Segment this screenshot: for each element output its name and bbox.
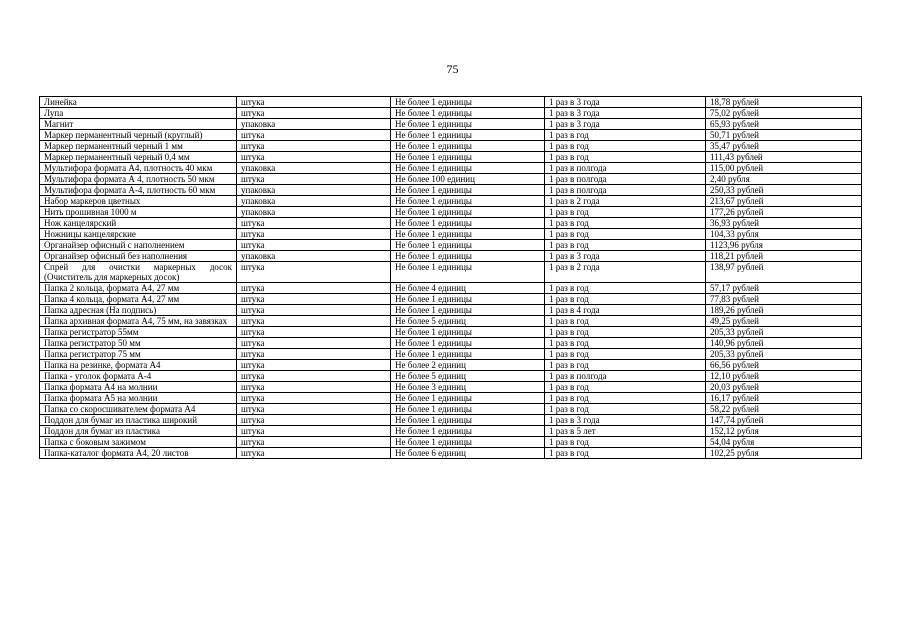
frequency-cell: 1 раз в 5 лет — [545, 426, 706, 437]
item-name-cell: Мультифора формата А 4, плотность 50 мкм — [40, 174, 237, 185]
quantity-cell: Не более 1 единицы — [391, 119, 545, 130]
frequency-cell: 1 раз в год — [545, 141, 706, 152]
unit-cell: штука — [237, 415, 391, 426]
item-name-cell: Папка-каталог формата А4, 20 листов — [40, 448, 237, 459]
price-cell: 12,10 рублей — [706, 371, 862, 382]
quantity-cell: Не более 5 единиц — [391, 316, 545, 327]
quantity-cell: Не более 1 единицы — [391, 327, 545, 338]
frequency-cell: 1 раз в 2 года — [545, 262, 706, 283]
quantity-cell: Не более 1 единицы — [391, 240, 545, 251]
frequency-cell: 1 раз в год — [545, 437, 706, 448]
table-row — [40, 185, 862, 196]
unit-cell: упаковка — [237, 196, 391, 207]
price-cell: 205,33 рублей — [706, 327, 862, 338]
quantity-cell: Не более 4 единиц — [391, 283, 545, 294]
table-row — [40, 426, 862, 437]
frequency-cell: 1 раз в год — [545, 152, 706, 163]
table-row — [40, 251, 862, 262]
price-cell: 49,25 рублей — [706, 316, 862, 327]
item-name-cell: Папка архивная формата А4, 75 мм, на завязках — [40, 316, 237, 327]
item-name-cell: Поддон для бумаг из пластика широкий — [40, 415, 237, 426]
item-name-cell: Папка с боковым зажимом — [40, 437, 237, 448]
frequency-cell: 1 раз в 3 года — [545, 251, 706, 262]
frequency-cell: 1 раз в год — [545, 229, 706, 240]
table-row — [40, 338, 862, 349]
unit-cell: штука — [237, 349, 391, 360]
item-name-cell: Ножницы канцелярские — [40, 229, 237, 240]
unit-cell: штука — [237, 283, 391, 294]
item-name-cell: Мультифора формата А-4, плотность 60 мкм — [40, 185, 237, 196]
table-row — [40, 152, 862, 163]
frequency-cell: 1 раз в 2 года — [545, 196, 706, 207]
price-cell: 140,96 рублей — [706, 338, 862, 349]
item-name-cell: Маркер перманентный черный 0,4 мм — [40, 152, 237, 163]
unit-cell: штука — [237, 327, 391, 338]
table-row — [40, 196, 862, 207]
table-row — [40, 283, 862, 294]
frequency-cell: 1 раз в год — [545, 404, 706, 415]
item-name-cell: Нож канцелярский — [40, 218, 237, 229]
price-cell: 111,43 рублей — [706, 152, 862, 163]
unit-cell: штука — [237, 294, 391, 305]
table-row — [40, 371, 862, 382]
price-cell: 57,17 рублей — [706, 283, 862, 294]
frequency-cell: 1 раз в год — [545, 349, 706, 360]
item-name-cell: Папка формата А4 на молнии — [40, 382, 237, 393]
price-cell: 205,33 рублей — [706, 349, 862, 360]
frequency-cell: 1 раз в полгода — [545, 185, 706, 196]
item-name-cell: Маркер перманентный черный (круглый) — [40, 130, 237, 141]
unit-cell: штука — [237, 174, 391, 185]
price-cell: 2,40 рубля — [706, 174, 862, 185]
table-row — [40, 108, 862, 119]
unit-cell: упаковка — [237, 119, 391, 130]
unit-cell: штука — [237, 229, 391, 240]
item-name-cell: Папка регистратор 50 мм — [40, 338, 237, 349]
unit-cell: штука — [237, 108, 391, 119]
unit-cell: штука — [237, 97, 391, 108]
table-body — [40, 97, 862, 459]
quantity-cell: Не более 1 единицы — [391, 163, 545, 174]
unit-cell: штука — [237, 240, 391, 251]
frequency-cell: 1 раз в 3 года — [545, 108, 706, 119]
table-row — [40, 393, 862, 404]
quantity-cell: Не более 1 единицы — [391, 426, 545, 437]
table-row — [40, 130, 862, 141]
item-name-cell: Магнит — [40, 119, 237, 130]
item-name-cell: Нить прошивная 1000 м — [40, 207, 237, 218]
quantity-cell: Не более 1 единицы — [391, 294, 545, 305]
price-cell: 65,93 рублей — [706, 119, 862, 130]
frequency-cell: 1 раз в год — [545, 207, 706, 218]
supplies-table — [39, 96, 862, 459]
unit-cell: упаковка — [237, 163, 391, 174]
item-name-cell: Папка на резинке, формата А4 — [40, 360, 237, 371]
frequency-cell: 1 раз в год — [545, 327, 706, 338]
unit-cell: штука — [237, 448, 391, 459]
quantity-cell: Не более 1 единицы — [391, 229, 545, 240]
item-name-cell: Папка регистратор 55мм — [40, 327, 237, 338]
price-cell: 102,25 рубля — [706, 448, 862, 459]
frequency-cell: 1 раз в полгода — [545, 163, 706, 174]
table-row — [40, 174, 862, 185]
quantity-cell: Не более 2 единиц — [391, 360, 545, 371]
unit-cell: упаковка — [237, 185, 391, 196]
item-name-cell: Набор маркеров цветных — [40, 196, 237, 207]
unit-cell: штука — [237, 305, 391, 316]
price-cell: 35,47 рублей — [706, 141, 862, 152]
price-cell: 189,26 рублей — [706, 305, 862, 316]
quantity-cell: Не более 1 единицы — [391, 305, 545, 316]
frequency-cell: 1 раз в год — [545, 448, 706, 459]
price-cell: 147,74 рублей — [706, 415, 862, 426]
table-row — [40, 294, 862, 305]
unit-cell: штука — [237, 371, 391, 382]
price-cell: 54,04 рубля — [706, 437, 862, 448]
quantity-cell: Не более 1 единицы — [391, 152, 545, 163]
table-row — [40, 448, 862, 459]
item-name-cell: Поддон для бумаг из пластика — [40, 426, 237, 437]
price-cell: 36,93 рублей — [706, 218, 862, 229]
unit-cell: штука — [237, 316, 391, 327]
quantity-cell: Не более 5 единиц — [391, 371, 545, 382]
unit-cell: упаковка — [237, 207, 391, 218]
price-cell: 58,22 рублей — [706, 404, 862, 415]
quantity-cell: Не более 1 единицы — [391, 108, 545, 119]
table-row — [40, 327, 862, 338]
quantity-cell: Не более 100 единиц — [391, 174, 545, 185]
item-name-cell: Папка регистратор 75 мм — [40, 349, 237, 360]
unit-cell: штука — [237, 382, 391, 393]
price-cell: 16,17 рублей — [706, 393, 862, 404]
unit-cell: штука — [237, 404, 391, 415]
price-cell: 75,02 рублей — [706, 108, 862, 119]
price-cell: 213,67 рублей — [706, 196, 862, 207]
table-row — [40, 240, 862, 251]
frequency-cell: 1 раз в год — [545, 283, 706, 294]
table-row — [40, 305, 862, 316]
price-cell: 115,00 рублей — [706, 163, 862, 174]
item-name-cell: Линейка — [40, 97, 237, 108]
item-name-cell: Органайзер офисный с наполнением — [40, 240, 237, 251]
unit-cell: штука — [237, 262, 391, 283]
price-cell: 50,71 рублей — [706, 130, 862, 141]
page-number: 75 — [446, 62, 459, 76]
item-name-cell: Папка 4 кольца, формата А4, 27 мм — [40, 294, 237, 305]
item-name-cell: Папка 2 кольца, формата А4, 27 мм — [40, 283, 237, 294]
table-row — [40, 382, 862, 393]
frequency-cell: 1 раз в полгода — [545, 174, 706, 185]
quantity-cell: Не более 1 единицы — [391, 141, 545, 152]
frequency-cell: 1 раз в полгода — [545, 371, 706, 382]
frequency-cell: 1 раз в год — [545, 316, 706, 327]
price-cell: 177,26 рублей — [706, 207, 862, 218]
item-name-cell: Спрей для очистки маркерных досок (Очиститель для маркерных досок) — [40, 262, 237, 283]
frequency-cell: 1 раз в 3 года — [545, 415, 706, 426]
quantity-cell: Не более 3 единиц — [391, 382, 545, 393]
quantity-cell: Не более 1 единицы — [391, 196, 545, 207]
table-row — [40, 218, 862, 229]
quantity-cell: Не более 1 единицы — [391, 437, 545, 448]
quantity-cell: Не более 1 единицы — [391, 349, 545, 360]
price-cell: 250,33 рублей — [706, 185, 862, 196]
item-name-cell: Папка - уголок формата А-4 — [40, 371, 237, 382]
table-row — [40, 404, 862, 415]
table-row — [40, 229, 862, 240]
item-name-cell: Маркер перманентный черный 1 мм — [40, 141, 237, 152]
item-name-cell: Лупа — [40, 108, 237, 119]
table-row — [40, 349, 862, 360]
table-row — [40, 415, 862, 426]
item-name-cell: Мультифора формата А4, плотность 40 мкм — [40, 163, 237, 174]
table-row — [40, 262, 862, 283]
price-cell: 77,83 рублей — [706, 294, 862, 305]
item-name-cell: Органайзер офисный без наполнения — [40, 251, 237, 262]
price-cell: 1123,96 рубля — [706, 240, 862, 251]
price-cell: 20,03 рублей — [706, 382, 862, 393]
unit-cell: штука — [237, 218, 391, 229]
frequency-cell: 1 раз в год — [545, 382, 706, 393]
quantity-cell: Не более 6 единиц — [391, 448, 545, 459]
frequency-cell: 1 раз в 3 года — [545, 97, 706, 108]
quantity-cell: Не более 1 единицы — [391, 262, 545, 283]
unit-cell: упаковка — [237, 251, 391, 262]
unit-cell: штука — [237, 437, 391, 448]
price-cell: 138,97 рублей — [706, 262, 862, 283]
table-row — [40, 97, 862, 108]
quantity-cell: Не более 1 единицы — [391, 251, 545, 262]
quantity-cell: Не более 1 единицы — [391, 415, 545, 426]
quantity-cell: Не более 1 единицы — [391, 97, 545, 108]
table-row — [40, 119, 862, 130]
quantity-cell: Не более 1 единицы — [391, 130, 545, 141]
quantity-cell: Не более 1 единицы — [391, 207, 545, 218]
frequency-cell: 1 раз в год — [545, 338, 706, 349]
unit-cell: штука — [237, 360, 391, 371]
quantity-cell: Не более 1 единицы — [391, 218, 545, 229]
frequency-cell: 1 раз в год — [545, 218, 706, 229]
unit-cell: штука — [237, 152, 391, 163]
frequency-cell: 1 раз в год — [545, 294, 706, 305]
item-name-cell: Папка со скоросшивателем формата А4 — [40, 404, 237, 415]
item-name-cell: Папка формата А5 на молнии — [40, 393, 237, 404]
table-row — [40, 437, 862, 448]
price-cell: 118,21 рублей — [706, 251, 862, 262]
table-row — [40, 163, 862, 174]
unit-cell: штука — [237, 130, 391, 141]
frequency-cell: 1 раз в год — [545, 360, 706, 371]
frequency-cell: 1 раз в 4 года — [545, 305, 706, 316]
price-cell: 152,12 рубля — [706, 426, 862, 437]
unit-cell: штука — [237, 338, 391, 349]
item-name-cell: Папка адресная (На подпись) — [40, 305, 237, 316]
unit-cell: штука — [237, 141, 391, 152]
quantity-cell: Не более 1 единицы — [391, 393, 545, 404]
frequency-cell: 1 раз в год — [545, 240, 706, 251]
quantity-cell: Не более 1 единицы — [391, 404, 545, 415]
unit-cell: штука — [237, 393, 391, 404]
quantity-cell: Не более 1 единицы — [391, 338, 545, 349]
table-row — [40, 316, 862, 327]
unit-cell: штука — [237, 426, 391, 437]
table-row — [40, 141, 862, 152]
table-row — [40, 360, 862, 371]
price-cell: 66,56 рублей — [706, 360, 862, 371]
frequency-cell: 1 раз в 3 года — [545, 119, 706, 130]
price-cell: 18,78 рублей — [706, 97, 862, 108]
frequency-cell: 1 раз в год — [545, 393, 706, 404]
frequency-cell: 1 раз в год — [545, 130, 706, 141]
table-row — [40, 207, 862, 218]
price-cell: 104,33 рубля — [706, 229, 862, 240]
quantity-cell: Не более 1 единицы — [391, 185, 545, 196]
